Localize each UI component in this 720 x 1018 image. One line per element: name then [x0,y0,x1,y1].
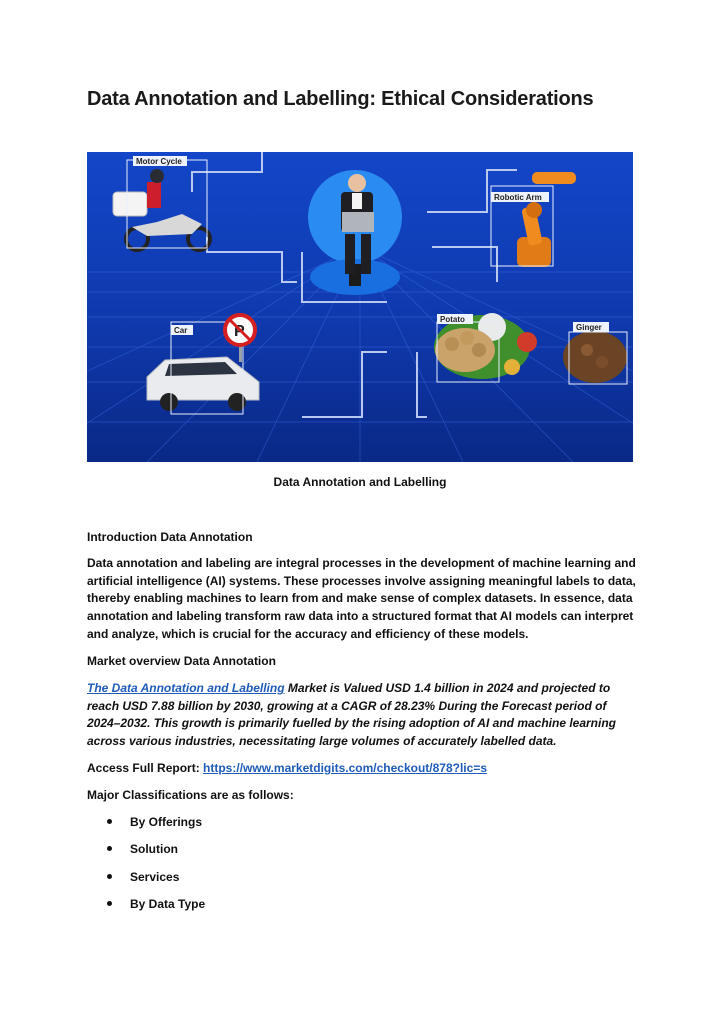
list-item [87,815,205,842]
market-heading: Market overview Data Annotation [87,654,276,668]
access-full-report [87,761,487,775]
intro-heading: Introduction Data Annotation [87,530,253,544]
list-item-label: Solution [130,842,178,857]
page-title: Data Annotation and Labelling: Ethical Considerations [87,88,594,110]
list-item-label: By Offerings [130,815,203,829]
list-item-label: Services [130,869,180,884]
list-item [87,870,205,897]
label-robotic-arm: Robotic Arm [494,193,542,202]
classifications-heading: Major Classifications are as follows: [87,788,294,802]
bullet-icon [107,846,112,851]
market-paragraph-text: Market is Valued USD 1.4 billion in 2024 and projected to reach USD 7.88 billion by 2030, growing at a CAGR of 28.23% During the Forecast period of 2024–2032. This growth is primarily fuelled by the rising adoption of AI and machine learning across various industries, necessitating large volumes of accurately labelled data. [87,681,617,749]
intro-paragraph: Data annotation and labeling are integral processes in the development of machine learning and artificial intelligence (AI) systems. These processes involve assigning meaningful labels to data, thereby enabling machines to learn from and make sense of complex datasets. In essence, data annotation and labeling transform raw data into a structured format that AI models can interpret and analyze, which is crucial for the accuracy and efficiency of these models. [87,556,636,641]
list-item-label: By Data Type [130,896,206,911]
figure-caption: Data Annotation and Labelling [273,475,447,489]
person-with-laptop [308,170,402,295]
bullet-icon [107,874,112,879]
report-url-link[interactable]: https://www.marketdigits.com/checkout/878?lic=s [203,761,487,775]
classifications-list [87,815,205,924]
market-paragraph [87,680,637,751]
label-motorcycle: Motor Cycle [136,157,182,166]
label-ginger: Ginger [576,323,602,332]
market-report-link[interactable]: The Data Annotation and Labelling [87,681,285,695]
label-potato: Potato [440,315,465,324]
list-item [87,842,205,869]
access-label: Access Full Report: [87,761,204,775]
label-car: Car [174,326,188,335]
list-item [87,897,205,924]
annotation-illustration [87,152,633,462]
bullet-icon [107,819,112,824]
hero-illustration [87,152,633,462]
sign-letter: P [234,323,245,340]
bullet-icon [107,901,112,906]
